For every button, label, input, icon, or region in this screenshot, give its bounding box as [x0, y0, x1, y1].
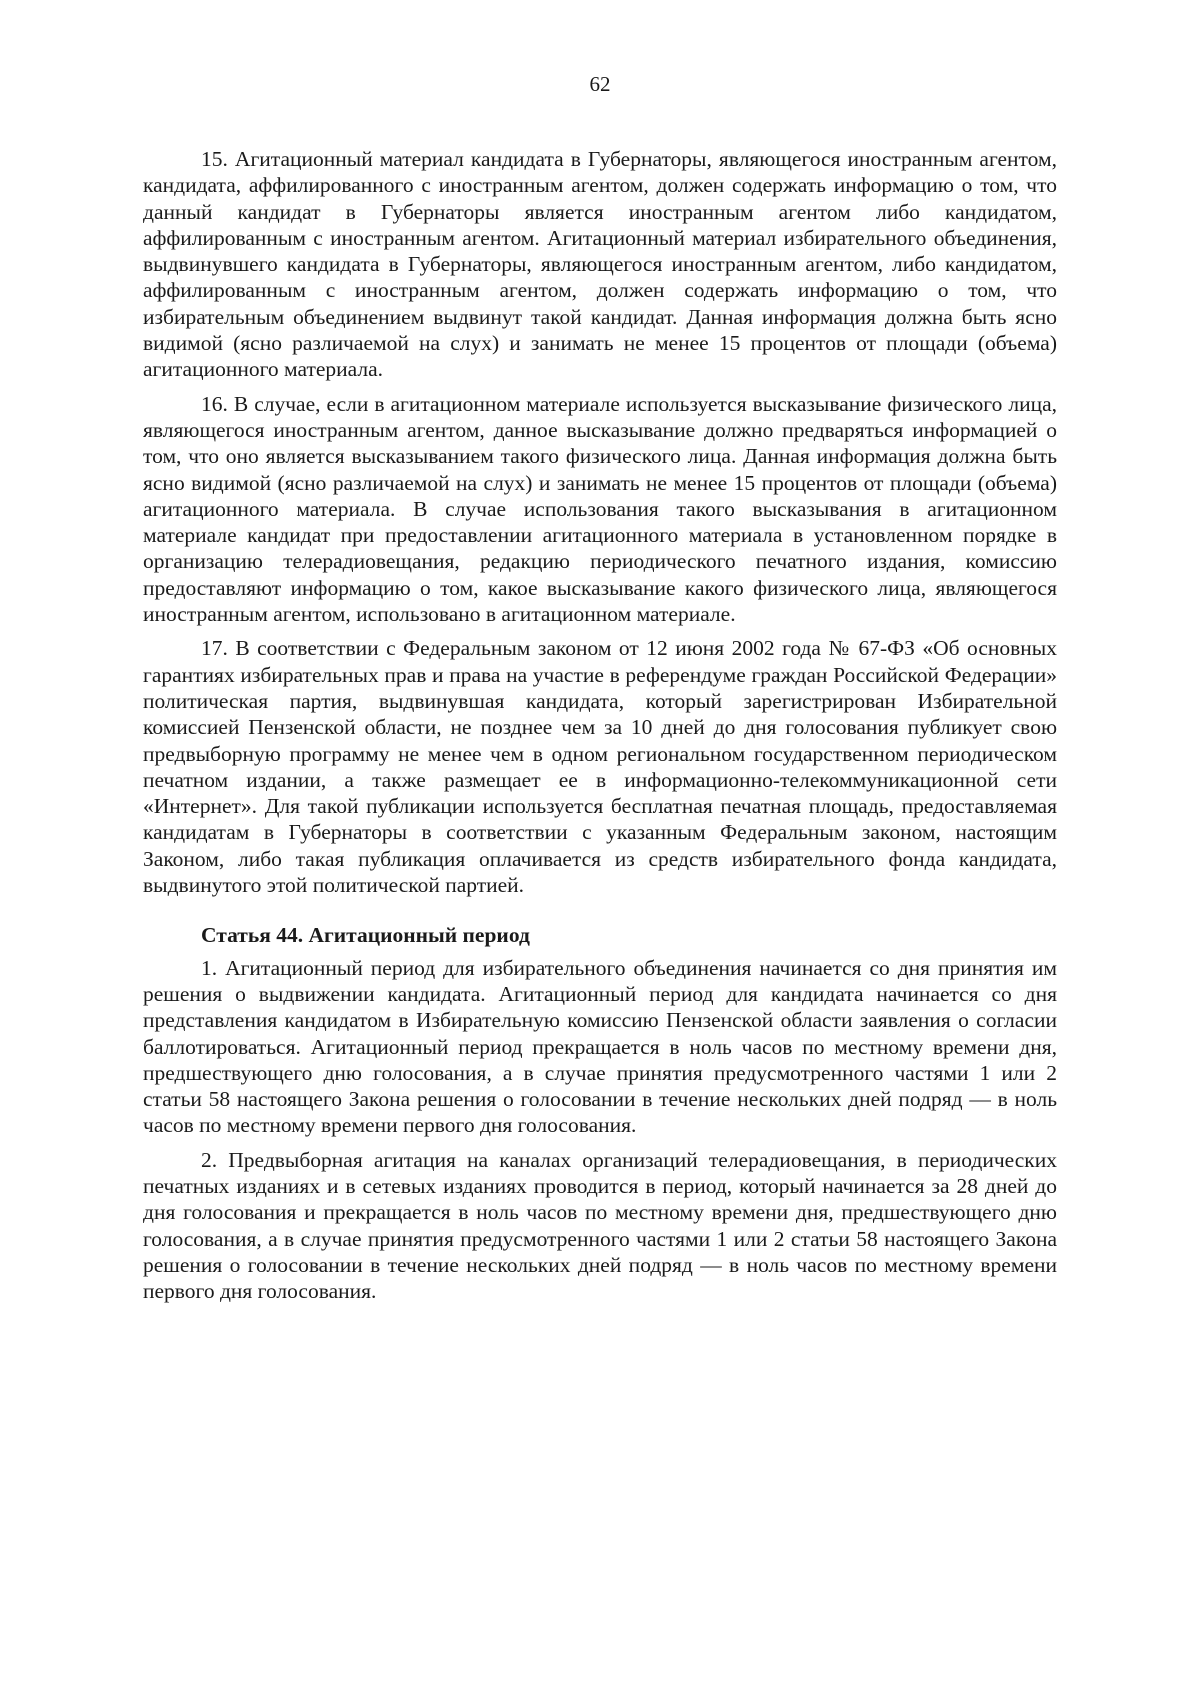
article-44-paragraph-2: 2. Предвыборная агитация на каналах организаций телерадиовещания, в периодических печатных изданиях и в сетевых изданиях проводится в период, который начинается за 28 дней до дня голосования и прекращается в ноль часов по местному времени дня, предшествующего дню голосования, а в случае принятия предусмотренного частями 1 или 2 статьи 58 настоящего Закона решения о голосовании в течение нескольких дней подряд — в ноль часов по местному времени первого дня голосования. — [143, 1147, 1057, 1304]
paragraph-15: 15. Агитационный материал кандидата в Губернаторы, являющегося иностранным агентом, кандидата, аффилированного с иностранным агентом, должен содержать информацию о том, что данный кандидат в Губернаторы является иностранным агентом либо кандидатом, аффилированным с иностранным агентом. Агитационный материал избирательного объединения, выдвинувшего кандидата в Губернаторы, являющегося иностранным агентом, либо кандидатом, аффилированным с иностранным агентом, должен содержать информацию о том, что избирательным объединением выдвинут такой кандидат. Данная информация должна быть ясно видимой (ясно различаемой на слух) и занимать не менее 15 процентов от площади (объема) агитационного материала. — [143, 147, 1057, 382]
document-body — [143, 146, 1057, 1304]
paragraph-17: 17. В соответствии с Федеральным законом от 12 июня 2002 года № 67-ФЗ «Об основных гарантиях избирательных прав и права на участие в референдуме граждан Российской Федерации» политическая партия, выдвинувшая кандидата, который зарегистрирован Избирательной комиссией Пензенской области, не позднее чем за 10 дней до дня голосования публикует свою предвыборную программу не менее чем в одном региональном государственном периодическом печатном издании, а также размещает ее в информационно-телекоммуникационной сети «Интернет». Для такой публикации используется бесплатная печатная площадь, предоставляемая кандидатам в Губернаторы в соответствии с указанным Федеральным законом, настоящим Законом, либо такая публикация оплачивается из средств избирательного фонда кандидата, выдвинутого этой политической партией. — [143, 636, 1057, 898]
article-44-paragraph-1: 1. Агитационный период для избирательного объединения начинается со дня принятия им решения о выдвижении кандидата. Агитационный период для кандидата начинается со дня представления кандидатом в Избирательную комиссию Пензенской области заявления о согласии баллотироваться. Агитационный период прекращается в ноль часов по местному времени дня, предшествующего дню голосования, а в случае принятия предусмотренного частями 1 или 2 статьи 58 настоящего Закона решения о голосовании в течение нескольких дней подряд — в ноль часов по местному времени первого дня голосования. — [143, 955, 1057, 1138]
article-heading: Статья 44. Агитационный период — [201, 923, 530, 948]
paragraph-16: 16. В случае, если в агитационном материале используется высказывание физического лица, являющегося иностранным агентом, данное высказывание должно предваряться информацией о том, что оно является высказыванием такого физического лица. Данная информация должна быть ясно видимой (ясно различаемой на слух) и занимать не менее 15 процентов от площади (объема) агитационного материала. В случае использования такого высказывания в агитационном материале кандидат при предоставлении агитационного материала в установленном порядке в организацию телерадиовещания, редакцию периодического печатного издания, комиссию предоставляют информацию о том, какое высказывание какого физического лица, являющегося иностранным агентом, использовано в агитационном материале. — [143, 391, 1057, 627]
page-number: 62 — [589, 72, 611, 96]
